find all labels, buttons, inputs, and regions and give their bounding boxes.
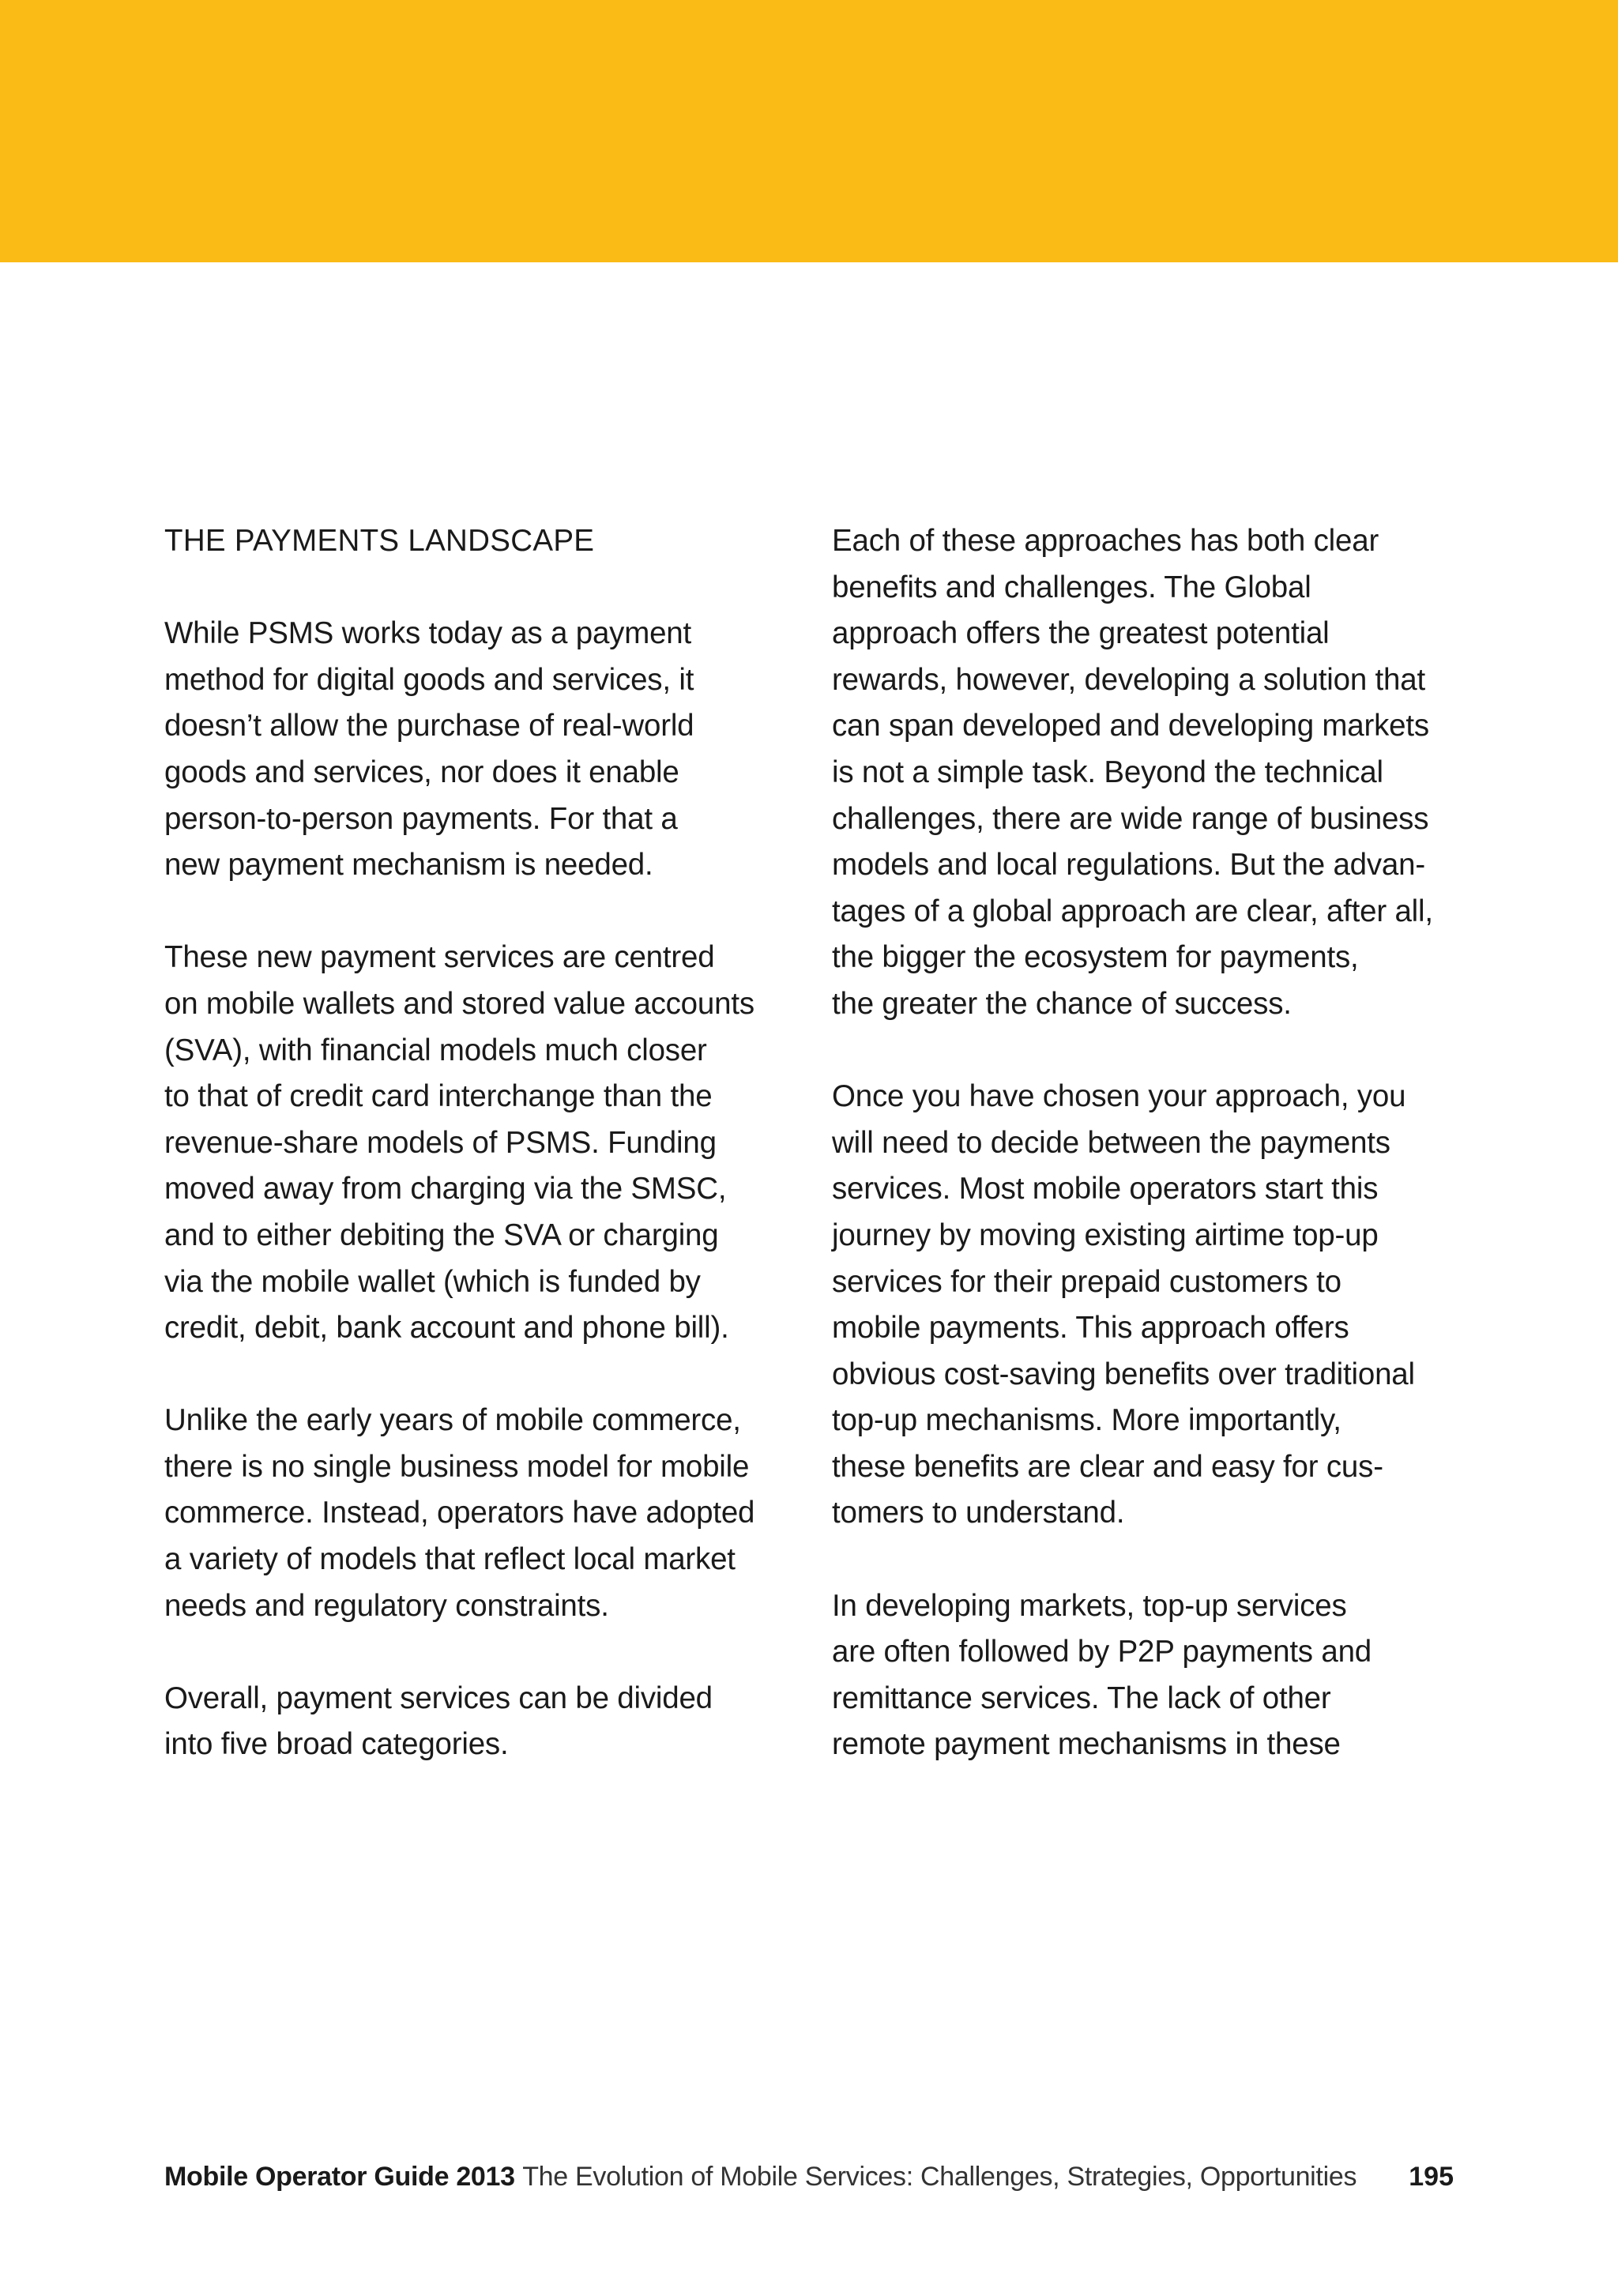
- paragraph: [164, 611, 796, 889]
- text-line: top-up mechanisms. More importantly,: [832, 1403, 1341, 1438]
- text-line: challenges, there are wide range of business: [832, 801, 1429, 836]
- text-line: a variety of models that reflect local market: [164, 1542, 736, 1577]
- left-column: [164, 518, 796, 1815]
- text-line: (SVA), with financial models much closer: [164, 1033, 707, 1067]
- text-line: benefits and challenges. The Global: [832, 570, 1311, 604]
- text-line: the greater the chance of success.: [832, 986, 1292, 1021]
- text-line: While PSMS works today as a payment: [164, 616, 692, 651]
- text-line: Once you have chosen your approach, you: [832, 1079, 1406, 1114]
- text-line: remote payment mechanisms in these: [832, 1727, 1341, 1762]
- text-line: tomers to understand.: [832, 1496, 1125, 1530]
- text-line: via the mobile wallet (which is funded by: [164, 1264, 701, 1299]
- paragraph: [832, 518, 1464, 1028]
- text-line: tages of a global approach are clear, after all,: [832, 894, 1433, 928]
- paragraph: [832, 1074, 1464, 1537]
- header-band: [0, 0, 1618, 262]
- page-number: 195: [1409, 2162, 1454, 2192]
- text-line: revenue-share models of PSMS. Funding: [164, 1125, 717, 1160]
- text-line: obvious cost-saving benefits over traditional: [832, 1357, 1415, 1391]
- guide-title: Mobile Operator Guide 2013: [164, 2162, 515, 2192]
- text-line: goods and services, nor does it enable: [164, 755, 679, 789]
- right-column: [832, 518, 1464, 1815]
- text-line: Unlike the early years of mobile commerce,: [164, 1403, 741, 1438]
- text-line: rewards, however, developing a solution that: [832, 662, 1425, 697]
- text-line: method for digital goods and services, it: [164, 662, 694, 697]
- text-line: journey by moving existing airtime top-up: [832, 1218, 1379, 1252]
- text-line: on mobile wallets and stored value accounts: [164, 986, 754, 1021]
- text-line: needs and regulatory constraints.: [164, 1588, 609, 1623]
- text-line: these benefits are clear and easy for cus-: [832, 1449, 1383, 1484]
- text-line: are often followed by P2P payments and: [832, 1635, 1372, 1669]
- text-line: credit, debit, bank account and phone bill).: [164, 1311, 729, 1346]
- text-line: mobile payments. This approach offers: [832, 1311, 1349, 1346]
- text-line: Each of these approaches has both clear: [832, 524, 1379, 558]
- text-line: will need to decide between the payments: [832, 1125, 1390, 1160]
- text-line: person-to-person payments. For that a: [164, 801, 678, 836]
- paragraph: [832, 1583, 1464, 1768]
- text-line: services. Most mobile operators start this: [832, 1172, 1379, 1206]
- guide-subtitle: The Evolution of Mobile Services: Challenges, Strategies, Opportunities: [522, 2162, 1357, 2192]
- text-line: services for their prepaid customers to: [832, 1264, 1341, 1299]
- paragraph: [164, 1398, 796, 1629]
- text-line: models and local regulations. But the advan-: [832, 848, 1425, 883]
- text-line: is not a simple task. Beyond the technical: [832, 755, 1383, 789]
- text-line: These new payment services are centred: [164, 940, 715, 975]
- text-line: approach offers the greatest potential: [832, 616, 1330, 651]
- text-line: moved away from charging via the SMSC,: [164, 1172, 727, 1206]
- text-line: and to either debiting the SVA or charging: [164, 1218, 719, 1252]
- text-line: into five broad categories.: [164, 1727, 509, 1762]
- text-line: remittance services. The lack of other: [832, 1681, 1331, 1715]
- text-line: to that of credit card interchange than the: [164, 1079, 713, 1114]
- text-line: commerce. Instead, operators have adopted: [164, 1496, 755, 1530]
- text-line: new payment mechanism is needed.: [164, 848, 653, 883]
- text-line: Overall, payment services can be divided: [164, 1681, 713, 1715]
- page-footer: [164, 2155, 1454, 2199]
- section-heading: THE PAYMENTS LANDSCAPE: [164, 524, 595, 558]
- text-line: can span developed and developing markets: [832, 709, 1429, 743]
- text-line: the bigger the ecosystem for payments,: [832, 940, 1359, 975]
- paragraph: [164, 935, 796, 1351]
- text-line: doesn’t allow the purchase of real-world: [164, 709, 694, 743]
- text-line: there is no single business model for mobile: [164, 1449, 750, 1484]
- paragraph: [164, 1676, 796, 1768]
- text-line: In developing markets, top-up services: [832, 1588, 1347, 1623]
